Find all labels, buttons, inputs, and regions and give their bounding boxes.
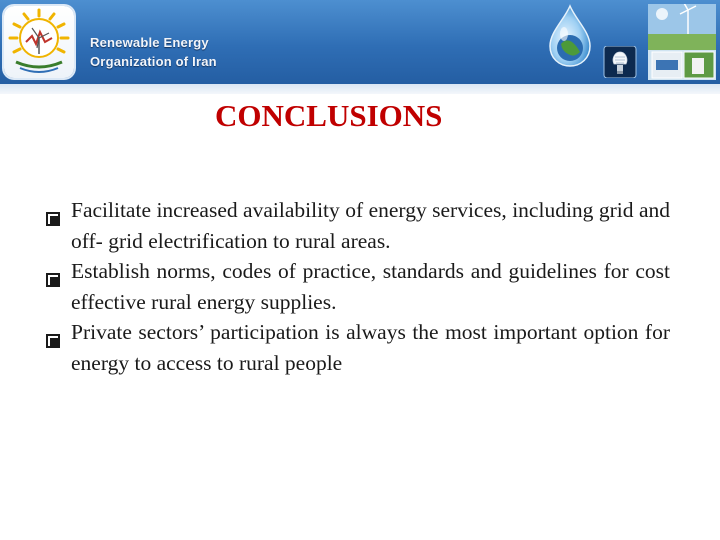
logo-icon xyxy=(4,6,74,78)
hollow-square-bullet-icon xyxy=(46,265,60,279)
light-bulb-icon xyxy=(598,46,642,78)
bullet-text: Private sectors’ participation is always the most important option for energy to access to rural people xyxy=(71,320,670,375)
water-drop-globe-icon xyxy=(542,4,598,68)
list-item xyxy=(46,317,670,378)
hollow-square-bullet-icon xyxy=(46,204,60,218)
conclusions-list xyxy=(46,195,670,378)
bullet-text: Establish norms, codes of practice, standards and guidelines for cost effective rural energy supplies. xyxy=(71,259,670,314)
org-name-line2: Organization of Iran xyxy=(90,54,217,69)
bullet-text: Facilitate increased availability of energy services, including grid and off- grid electrification to rural areas. xyxy=(71,198,670,253)
header-banner xyxy=(0,0,720,84)
header-stripe xyxy=(0,84,720,94)
org-name-line1: Renewable Energy xyxy=(90,35,209,50)
list-item xyxy=(46,256,670,317)
list-item xyxy=(46,195,670,256)
hollow-square-bullet-icon xyxy=(46,326,60,340)
photo-collage-icon xyxy=(648,4,716,80)
organization-name xyxy=(90,33,217,71)
slide-title: CONCLUSIONS xyxy=(215,98,443,133)
